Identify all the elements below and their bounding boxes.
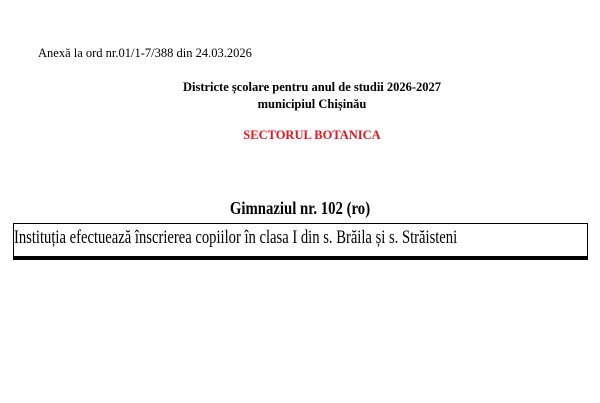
document-subtitle: municipiul Chișinău	[257, 97, 367, 111]
enrollment-notice-text: Instituția efectuează înscrierea copiilor în clasa I din s. Brăila și s. Străisteni	[14, 228, 458, 248]
sector-heading: SECTORUL BOTANICA	[243, 128, 381, 142]
annex-reference: Anexă la ord nr.01/1-7/388 din 24.03.2026	[38, 46, 252, 60]
enrollment-notice-box	[13, 223, 588, 260]
document-title: Districte școlare pentru anul de studii 2026-2027	[182, 80, 442, 94]
school-name: Gimnaziul nr. 102 (ro)	[229, 198, 371, 218]
